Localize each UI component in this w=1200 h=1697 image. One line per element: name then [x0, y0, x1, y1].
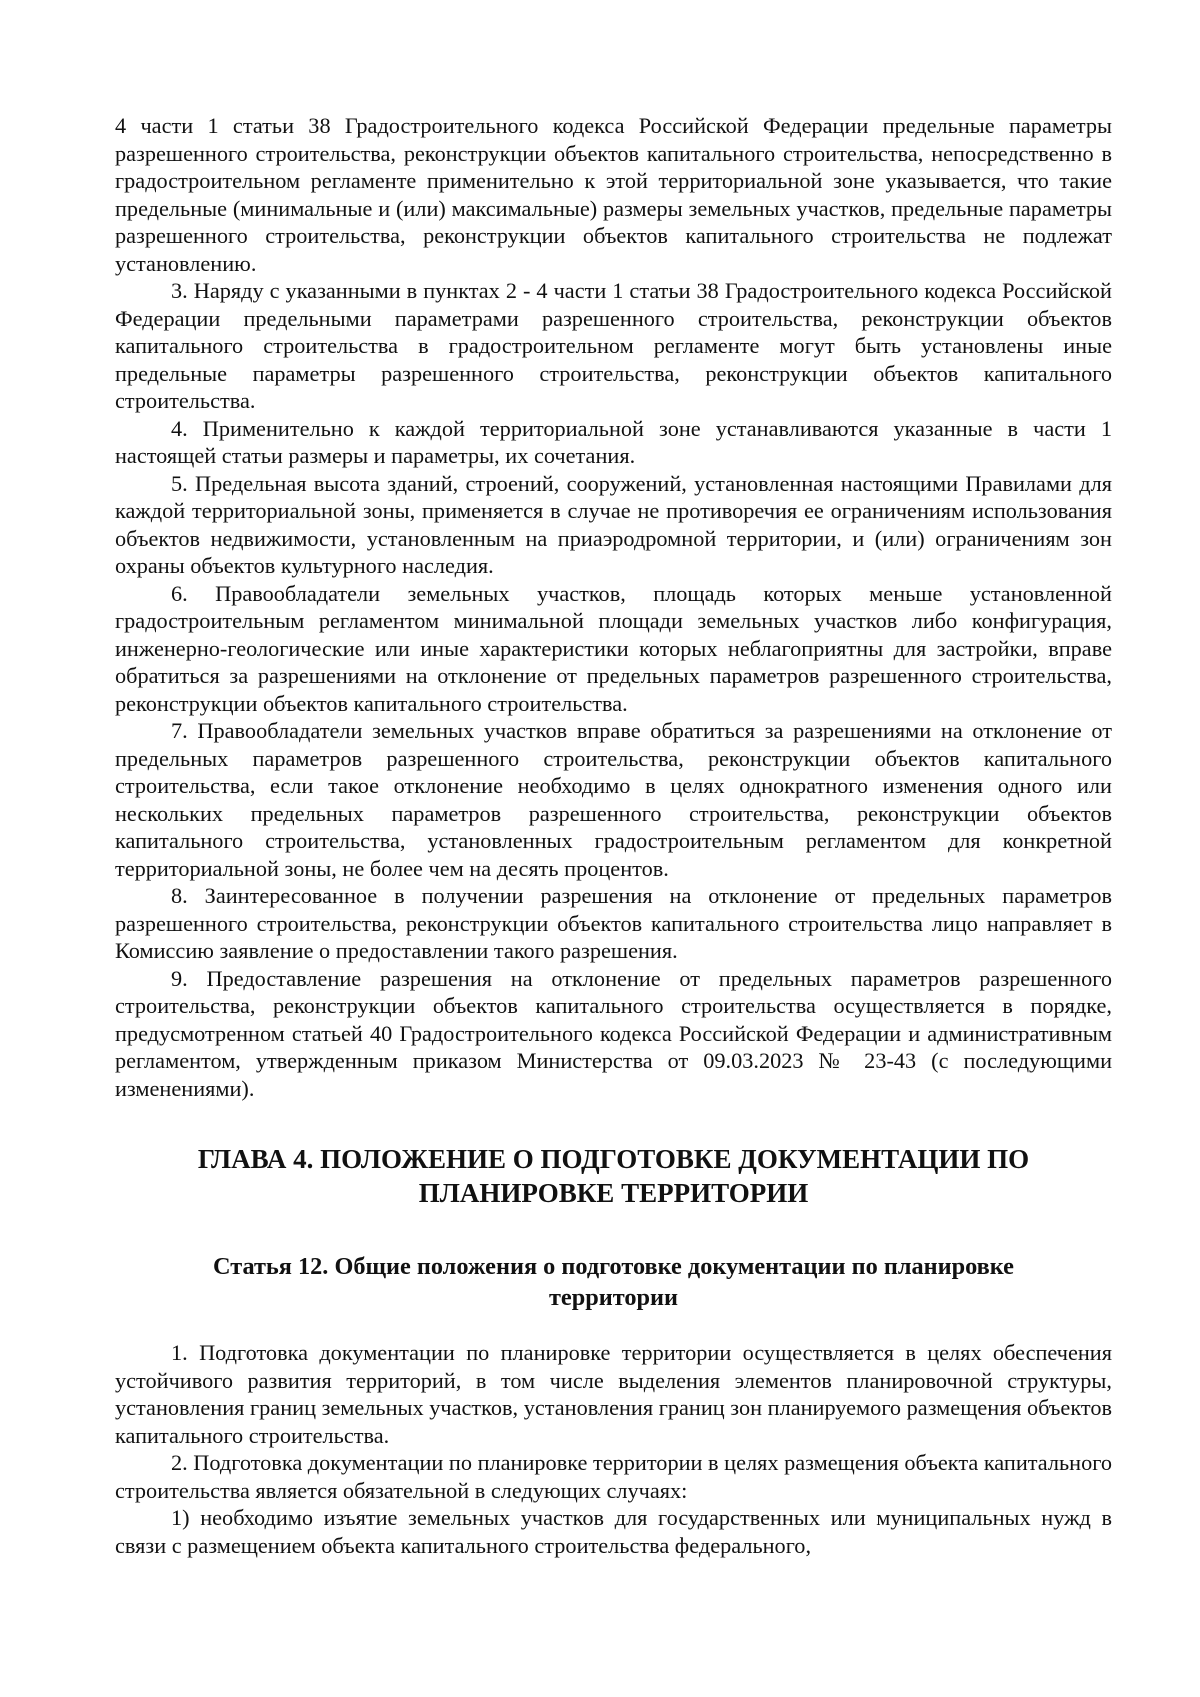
chapter-heading-line-1: ГЛАВА 4. ПОЛОЖЕНИЕ О ПОДГОТОВКЕ ДОКУМЕНТАЦИИ ПО — [197, 1144, 1030, 1174]
chapter-heading — [115, 1142, 1112, 1210]
paragraph-continuation: 4 части 1 статьи 38 Градостроительного кодекса Российской Федерации предельные параметры разрешенного строительства, реконструкции объектов капитального строительства, непосредственно в градостроительном регламенте применительно к этой территориальной зоне указывается, что такие предельные (минимальные и (или) максимальные) размеры земельных участков, предельные параметры разрешенного строительства, реконструкции объектов капитального строительства не подлежат установлению. — [115, 113, 1112, 276]
paragraph-item-5: 5. Предельная высота зданий, строений, сооружений, установленная настоящими Правилами для каждой территориальной зоны, применяется в случае не противоречия ее ограничениям использования объектов недвижимости, установленным на приаэродромной территории, и (или) ограничениям зон охраны объектов культурного наследия. — [115, 470, 1112, 578]
article-heading-line-1: Статья 12. Общие положения о подготовке документации по планировке — [213, 1253, 1014, 1280]
article-paragraph-2: 2. Подготовка документации по планировке территории в целях размещения объекта капитального строительства является обязательной в следующих случаях: — [115, 1450, 1112, 1503]
paragraph-item-4: 4. Применительно к каждой территориальной зоне устанавливаются указанные в части 1 настоящей статьи размеры и параметры, их сочетания. — [115, 415, 1112, 468]
paragraph-item-8: 8. Заинтересованное в получении разрешения на отклонение от предельных параметров разрешенного строительства, реконструкции объектов капитального строительства лицо направляет в Комиссию заявление о предоставлении такого разрешения. — [115, 883, 1112, 963]
paragraph-item-9: 9. Предоставление разрешения на отклонение от предельных параметров разрешенного строительства, реконструкции объектов капитального строительства осуществляется в порядке, предусмотренном статьей 40 Градостроительного кодекса Российской Федерации и административным регламентом, утвержденным приказом Министерства от 09.03.2023 № 23-43 (с последующими изменениями). — [115, 965, 1112, 1101]
article-heading-line-2: территории — [548, 1284, 679, 1311]
document-page — [115, 112, 1112, 1559]
article-heading — [115, 1251, 1112, 1313]
paragraph-item-7: 7. Правообладатели земельных участков вправе обратиться за разрешениями на отклонение от предельных параметров разрешенного строительства, реконструкции объектов капитального строительства, если такое отклонение необходимо в целях однократного изменения одного или нескольких предельных параметров разрешенного строительства, реконструкции объектов капитального строительства, установленных градостроительным регламентом для конкретной территориальной зоны, не более чем на десять процентов. — [115, 718, 1112, 881]
article-subitem-1: 1) необходимо изъятие земельных участков для государственных или муниципальных нужд в связи с размещением объекта капитального строительства федерального, — [115, 1505, 1112, 1558]
paragraph-item-3: 3. Наряду с указанными в пунктах 2 - 4 части 1 статьи 38 Градостроительного кодекса Российской Федерации предельными параметрами разрешенного строительства, реконструкции объектов капитального строительства в градостроительном регламенте могут быть установлены иные предельные параметры разрешенного строительства, реконструкции объектов капитального строительства. — [115, 278, 1112, 413]
paragraph-item-6: 6. Правообладатели земельных участков, площадь которых меньше установленной градостроительным регламентом минимальной площади земельных участков либо конфигурация, инженерно-геологические или иные характеристики которых неблагоприятны для застройки, вправе обратиться за разрешениями на отклонение от предельных параметров разрешенного строительства, реконструкции объектов капитального строительства. — [115, 580, 1112, 716]
chapter-heading-line-2: ПЛАНИРОВКЕ ТЕРРИТОРИИ — [418, 1178, 809, 1208]
article-paragraph-1: 1. Подготовка документации по планировке территории осуществляется в целях обеспечения устойчивого развития территорий, в том числе выделения элементов планировочной структуры, установления границ земельных участков, установления границ зон планируемого размещения объектов капитального строительства. — [115, 1340, 1112, 1448]
